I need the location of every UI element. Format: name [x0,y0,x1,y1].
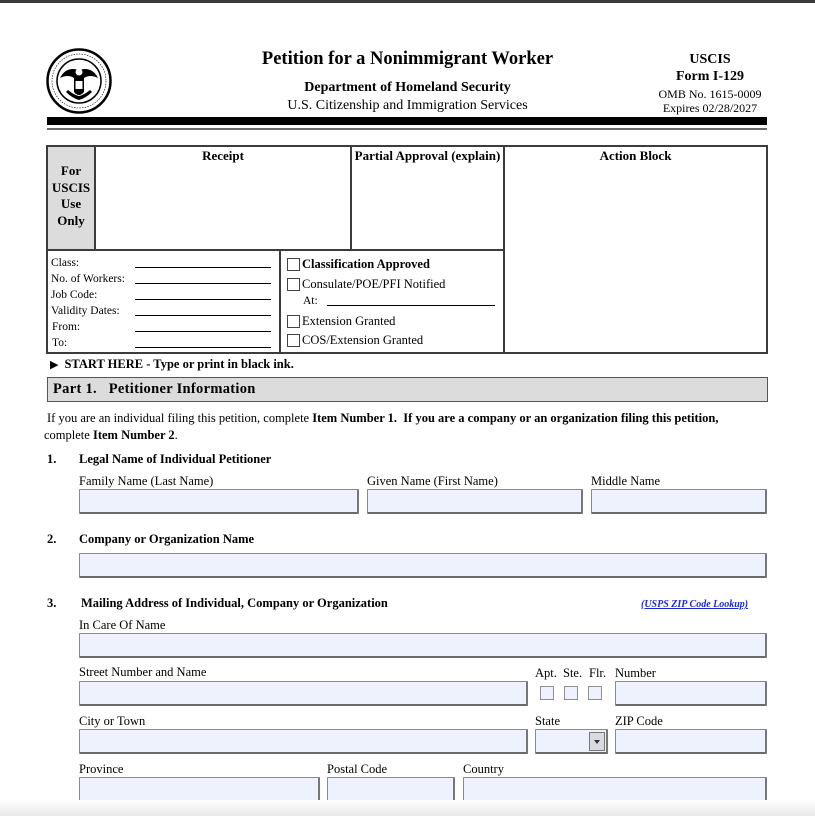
uscis-use-only-label: For USCIS Use Only [51,163,91,228]
part1-instructions: If you are an individual filing this petition, complete Item Number 1. If you are a company or an organization filing this petition, complete Item Number 2. [44,411,719,442]
province-label: Province [79,762,124,776]
workers-line [135,283,271,284]
state-label: State [535,714,560,728]
family-name-label: Family Name (Last Name) [79,474,214,488]
extension-granted-label: Extension Granted [302,314,396,328]
cos-extension-granted-checkbox[interactable] [287,334,300,347]
omb-number: OMB No. 1615-0009 [658,87,762,101]
apt-checkbox[interactable] [540,686,554,700]
to-label: To: [52,337,68,349]
ste-checkbox[interactable] [564,686,578,700]
to-line [135,347,271,348]
consulate-notified-checkbox[interactable] [287,278,300,291]
at-label: At: [303,295,318,307]
from-line [135,331,271,332]
validity-dates-line [135,315,271,316]
extension-granted-checkbox[interactable] [287,315,300,328]
form-number: Form I-129 [675,69,745,84]
usps-zip-lookup-link[interactable]: (USPS ZIP Code Lookup) [641,599,749,610]
header-rule-thin [47,128,767,130]
item3-title: Mailing Address of Individual, Company or Organization [81,596,388,610]
middle-name-input[interactable] [591,489,767,514]
in-care-of-label: In Care Of Name [79,618,166,632]
at-line [327,305,495,306]
consulate-notified-label: Consulate/POE/PFI Notified [302,277,446,291]
header-rule [47,117,767,125]
from-label: From: [52,321,81,333]
receipt-label: Receipt [202,148,244,163]
item2-title: Company or Organization Name [79,532,255,546]
apt-label: Apt. [535,666,557,680]
agency-name: U.S. Citizenship and Immigration Services [287,98,528,113]
given-name-input[interactable] [367,489,583,514]
class-line [135,267,271,268]
start-here-instruction: ▶ START HERE - Type or print in black ink. [50,357,294,371]
item3-number: 3. [47,596,57,610]
class-label: Class: [51,257,80,269]
expiration-date: Expires 02/28/2027 [662,101,758,115]
dhs-seal-icon [46,48,112,114]
zip-input[interactable] [615,729,767,754]
window-top-border [0,0,815,3]
state-dropdown-button[interactable] [589,732,605,751]
workers-label: No. of Workers: [51,273,125,285]
department-name: Department of Homeland Security [304,80,511,95]
partial-approval-label: Partial Approval (explain) [354,148,501,163]
unit-number-input[interactable] [615,681,767,706]
cos-extension-granted-label: COS/Extension Granted [302,333,424,347]
middle-name-label: Middle Name [591,474,661,488]
in-care-of-input[interactable] [79,633,767,658]
viewport-bottom-edge [0,800,815,816]
flr-checkbox[interactable] [588,686,602,700]
validity-dates-label: Validity Dates: [51,305,120,317]
job-code-label: Job Code: [51,289,98,301]
company-name-input[interactable] [79,553,767,578]
item1-title: Legal Name of Individual Petitioner [79,452,272,466]
action-block-label: Action Block [599,148,672,163]
item2-number: 2. [47,532,57,546]
state-select[interactable] [535,729,608,754]
play-arrow-icon: ▶ [50,359,59,371]
unit-number-label: Number [615,666,656,680]
given-name-label: Given Name (First Name) [367,474,498,488]
country-input[interactable] [463,777,767,802]
classification-approved-label: Classification Approved [302,257,430,271]
province-input[interactable] [79,777,320,802]
item1-number: 1. [47,452,57,466]
street-label: Street Number and Name [79,665,207,679]
divider [48,249,503,251]
ste-label: Ste. [563,666,583,680]
form-title: Petition for a Nonimmigrant Worker [261,49,554,69]
city-label: City or Town [79,714,146,728]
street-input[interactable] [79,681,528,706]
zip-label: ZIP Code [615,714,663,728]
divider [503,147,505,352]
city-input[interactable] [79,729,528,754]
flr-label: Flr. [589,666,607,680]
postal-code-label: Postal Code [327,762,388,776]
country-label: Country [463,762,504,776]
part1-title: Part 1. Petitioner Information [53,381,256,397]
classification-approved-checkbox[interactable] [287,258,300,271]
postal-code-input[interactable] [327,777,455,802]
family-name-input[interactable] [79,489,359,514]
agency-short: USCIS [689,52,731,67]
divider [279,250,281,352]
chevron-down-icon [594,740,600,744]
job-code-line [135,299,271,300]
